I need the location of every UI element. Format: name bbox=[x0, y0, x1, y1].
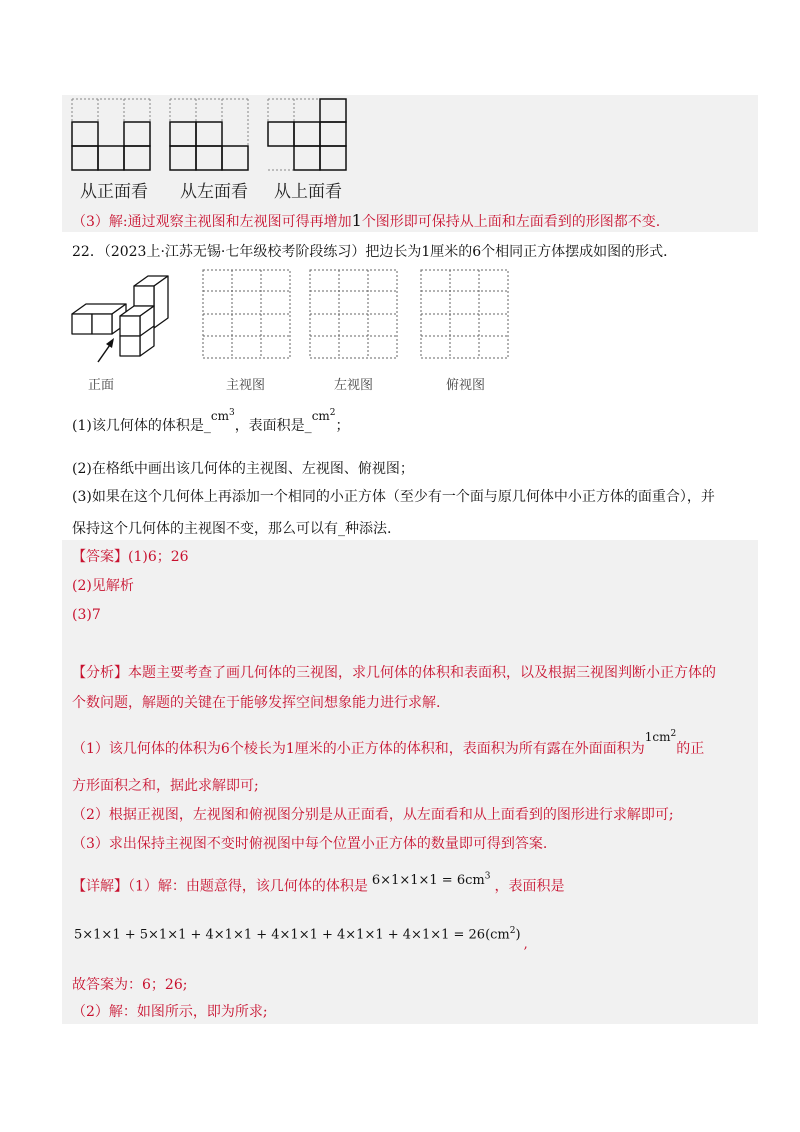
caption-left: 从左面看 bbox=[180, 182, 248, 202]
question-part-3-line-2: 保持这个几何体的主视图不变，那么可以有_种添法. bbox=[72, 521, 392, 537]
detail-text-1a: （1）解：由题意得，该几何体的体积是 bbox=[128, 878, 368, 895]
unit-cm3 bbox=[211, 409, 235, 423]
analysis-line-3 bbox=[72, 729, 705, 759]
front-label: 正面 bbox=[88, 378, 115, 393]
analysis-line-4: 方形面积之和，据此求解即可; bbox=[72, 778, 259, 794]
analysis-text-3a: （1）该几何体的体积为6个棱长为1厘米的小正方体的体积和，表面积为所有露在外面面积为 bbox=[72, 741, 645, 757]
detail-line-1 bbox=[72, 873, 564, 897]
answer-line-1 bbox=[72, 547, 189, 567]
analysis-line-5: （2）根据正视图，左视图和俯视图分别是从正面看，从左面看和从上面看到的图形进行求解即可; bbox=[72, 807, 674, 823]
solution-3-text-b: 个图形即可保持从上面和左面看到的形图都不变. bbox=[361, 214, 661, 230]
unit-cm2 bbox=[312, 409, 336, 423]
cube-solid-figure bbox=[68, 272, 188, 367]
unit-1cm2-exp: 2 bbox=[670, 729, 677, 739]
volume-formula-exp: 3 bbox=[484, 872, 491, 882]
answer-3: (3)7 bbox=[72, 607, 101, 623]
solution-3-number: 1 bbox=[351, 211, 362, 230]
surface-area-formula-text: 5×1×1 + 5×1×1 + 4×1×1 + 4×1×1 + 4×1×1 + 4×1×1 = 26(cm bbox=[74, 927, 510, 943]
analysis-line-2: 个数问题，解题的关键在于能够发挥空间想象能力进行求解. bbox=[72, 695, 441, 711]
answer-2: (2)见解析 bbox=[72, 578, 134, 594]
caption-top: 从上面看 bbox=[274, 182, 342, 202]
question-part-2: (2)在格纸中画出该几何体的主视图、左视图、俯视图； bbox=[72, 461, 414, 477]
detail-text-1b: ，表面积是 bbox=[494, 878, 565, 895]
front-view-diagram bbox=[72, 99, 150, 170]
part-1-end: ； bbox=[335, 418, 350, 434]
unit-cm2-base: cm bbox=[311, 409, 330, 423]
view-grids bbox=[200, 268, 520, 363]
detail-answer-line: 故答案为：6；26; bbox=[72, 977, 188, 993]
surface-area-formula bbox=[74, 926, 528, 953]
top-view-diagram bbox=[268, 99, 346, 170]
main-view-label: 主视图 bbox=[226, 378, 266, 393]
part-1-area-prompt: ，表面积是_ bbox=[234, 418, 312, 434]
solution-3-line bbox=[72, 211, 660, 232]
left-view-diagram bbox=[170, 99, 248, 170]
top-view-grid bbox=[421, 270, 508, 358]
formula-comma: , bbox=[523, 937, 528, 953]
top-view-label: 俯视图 bbox=[446, 378, 486, 393]
surface-area-formula-exp: 2 bbox=[509, 926, 516, 936]
unit-1cm2-base: 1cm bbox=[644, 730, 671, 744]
question-22-stem: 22．（2023上·江苏无锡·七年级校考阶段练习）把边长为1厘米的6个相同正方体摆成如图的形式． bbox=[72, 244, 678, 260]
question-part-3-line-1: (3)如果在这个几何体上再添加一个相同的小正方体（至少有一个面与原几何体中小正方体的面重合），并 bbox=[72, 489, 715, 505]
unit-cm2-exp: 2 bbox=[329, 408, 336, 418]
volume-formula bbox=[372, 873, 491, 888]
surface-area-formula-close: ) bbox=[515, 927, 521, 943]
answer-1: (1)6；26 bbox=[128, 549, 189, 565]
analysis-text-1: 本题主要考查了画几何体的三视图，求几何体的体积和表面积，以及根据三视图判断小正方体的 bbox=[128, 665, 716, 681]
three-views-figure bbox=[62, 95, 362, 175]
unit-cm3-base: cm bbox=[210, 409, 229, 423]
analysis-text-3b: 的正 bbox=[676, 741, 705, 757]
part-1-volume-prompt: (1)该几何体的体积是_ bbox=[72, 418, 211, 434]
analysis-label: 【分析】 bbox=[72, 665, 128, 681]
question-part-1 bbox=[72, 408, 350, 436]
detail-label: 【详解】 bbox=[72, 878, 128, 895]
unit-cm3-exp: 3 bbox=[228, 408, 235, 418]
detail-part-2-line: （2）解：如图所示，即为所求; bbox=[72, 1004, 268, 1020]
volume-formula-text: 6×1×1×1 = 6cm bbox=[371, 873, 485, 889]
analysis-line-1 bbox=[72, 663, 716, 683]
left-view-label: 左视图 bbox=[334, 378, 374, 393]
unit-1cm2 bbox=[645, 730, 676, 744]
analysis-line-6: （3）求出保持主视图不变时俯视图中每个位置小正方体的数量即可得到答案. bbox=[72, 836, 548, 852]
answer-label: 【答案】 bbox=[72, 549, 128, 565]
caption-front: 从正面看 bbox=[80, 182, 148, 202]
main-view-grid bbox=[203, 270, 290, 358]
solution-3-text-a: （3）解:通过观察主视图和左视图可得再增加 bbox=[72, 214, 352, 230]
left-view-grid bbox=[310, 270, 397, 358]
